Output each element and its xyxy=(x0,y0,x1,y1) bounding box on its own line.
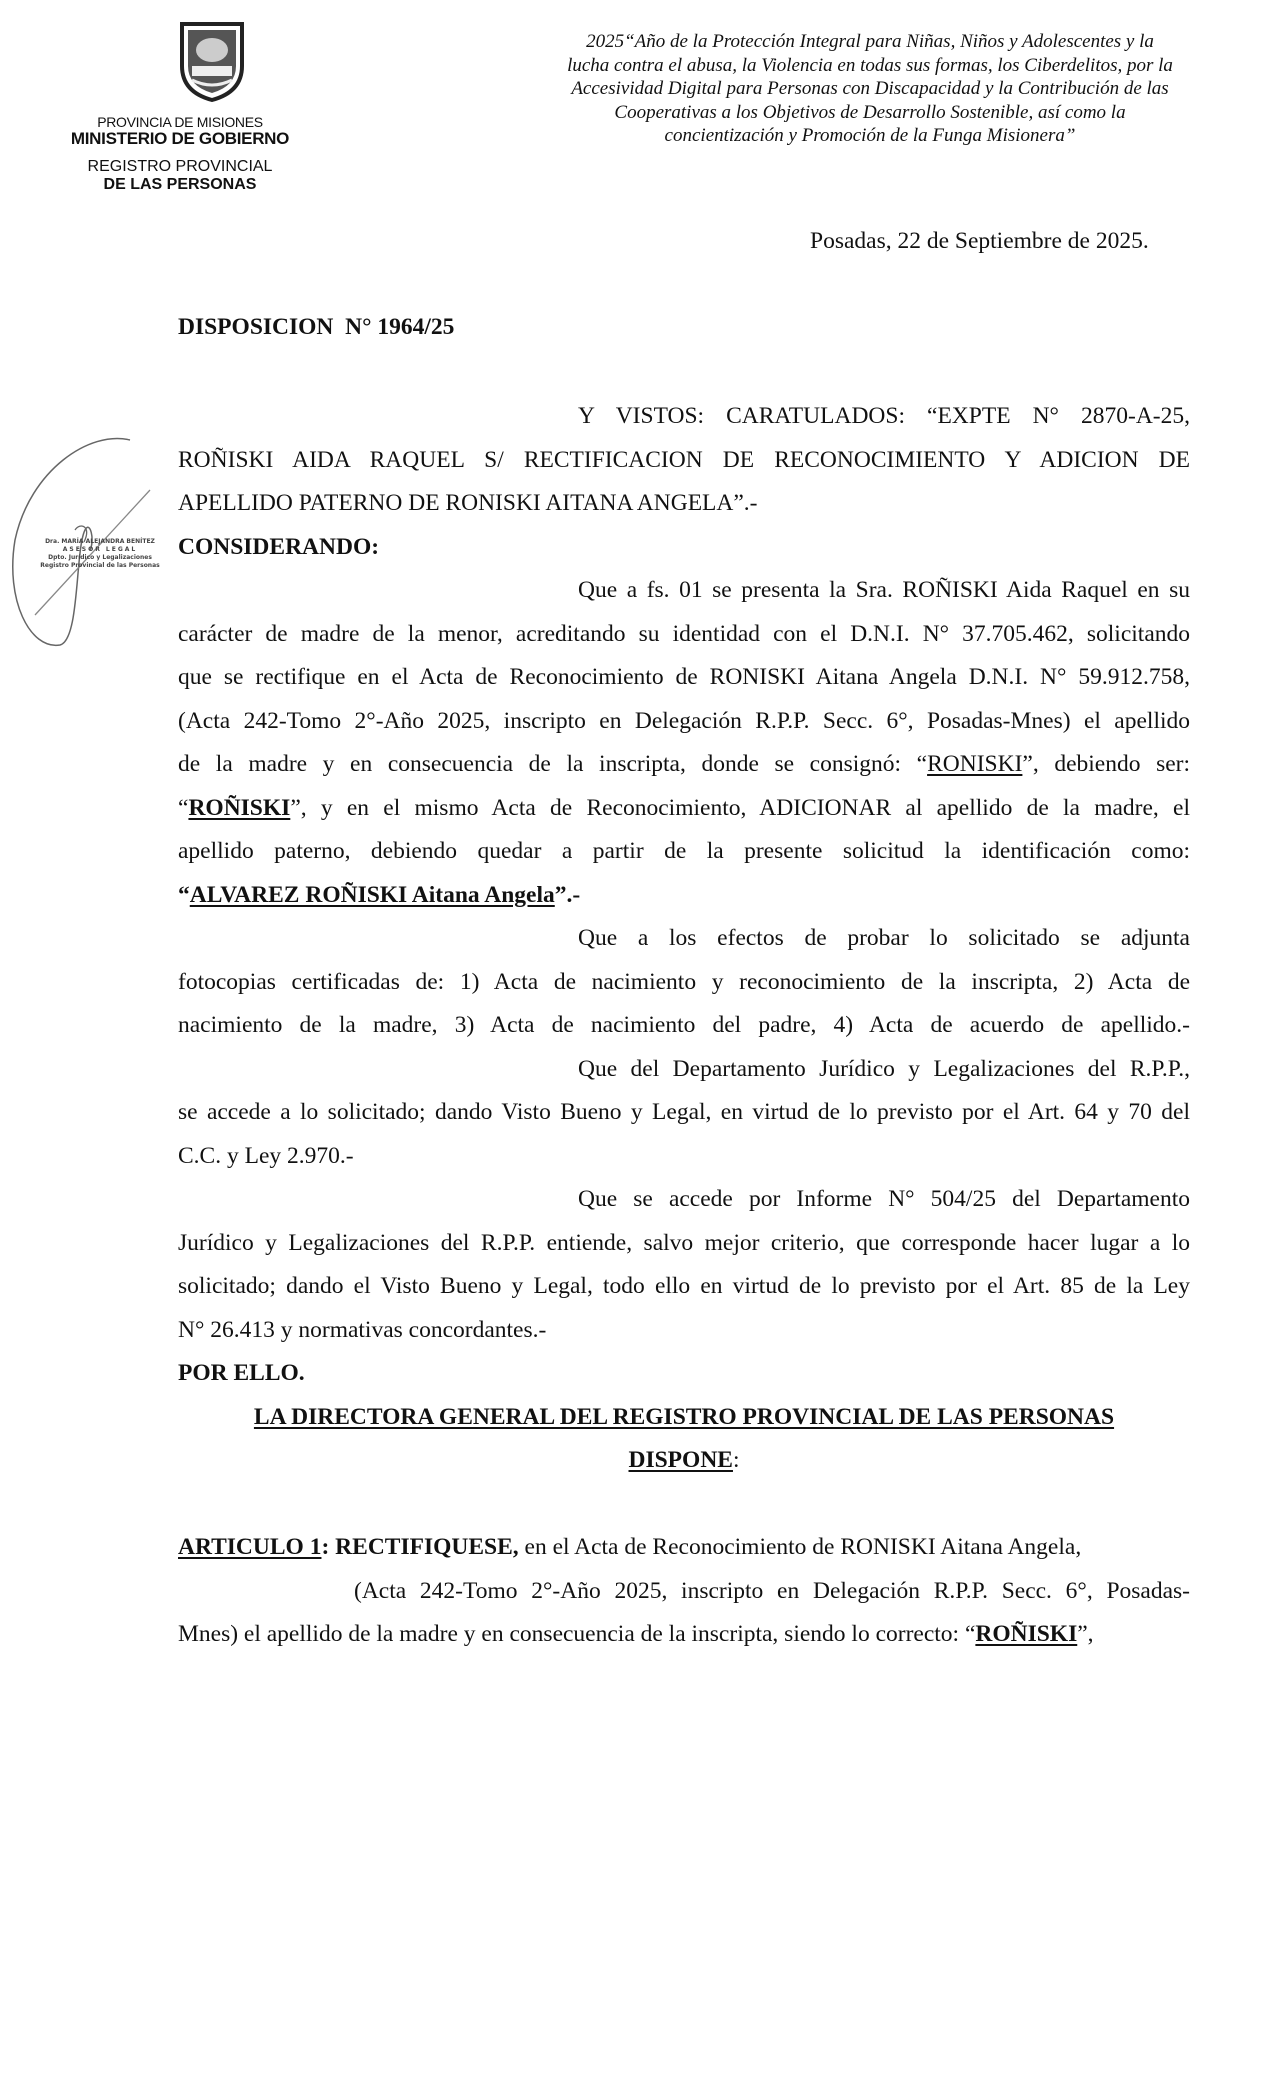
text-segment: ”, y en el mismo Acta de Reconocimiento, ADICIONAR al apellido de la madre, el xyxy=(290,794,1190,821)
text-line xyxy=(578,1054,1190,1084)
text-segment: en el Acta de Reconocimiento de RONISKI Aitana Angela, xyxy=(518,1534,1082,1560)
text-line xyxy=(178,619,1190,649)
text-segment: ARTICULO 1 xyxy=(178,1534,322,1560)
text-line xyxy=(178,1532,1190,1562)
text-segment: ”, xyxy=(1077,1621,1094,1647)
text-segment: LA DIRECTORA GENERAL DEL REGISTRO PROVINCIAL DE LAS PERSONAS xyxy=(253,1403,1115,1430)
text-line xyxy=(578,923,1190,953)
provincial-seal xyxy=(168,20,256,102)
motto-line: lucha contra el abusa, la Violencia en todas sus formas, los Ciberdelitos, por la xyxy=(567,54,1173,76)
text-segment: solicitado; dando el Visto Bueno y Legal, todo ello en virtud de lo previsto por el Art. 85 de la Ley xyxy=(178,1273,1190,1299)
disposition-title: DISPOSICION N° 1964/25 xyxy=(178,314,455,340)
text-line xyxy=(178,1271,1190,1301)
stamp-line: ASESOR LEGAL xyxy=(62,546,138,553)
text-segment: (Acta 242-Tomo 2°-Año 2025, inscripto en Delegación R.P.P. Secc. 6°, Posadas- xyxy=(354,1577,1190,1604)
text-segment: se accede a lo solicitado; dando Visto Bueno y Legal, en virtud de lo previsto por el Art. 64 y 70 del xyxy=(178,1099,1190,1125)
text-segment: nacimiento de la madre, 3) Acta de nacimiento del padre, 4) Acta de acuerdo de apellido.- xyxy=(178,1012,1190,1038)
registry-de: DE LAS xyxy=(103,176,167,193)
date-line: Posadas, 22 de Septiembre de 2025. xyxy=(810,228,1149,254)
text-segment: Mnes) el apellido de la madre y en consecuencia de la inscripta, siendo lo correcto: “ xyxy=(178,1621,976,1647)
signature xyxy=(0,430,175,660)
stamp-line: Dra. MARÍA ALEJANDRA BENÍTEZ xyxy=(45,538,155,545)
text-segment: C.C. y Ley 2.970.- xyxy=(178,1142,354,1169)
text-line xyxy=(178,1619,1190,1649)
text-segment: Que se accede por Informe N° 504/25 del Departamento xyxy=(578,1186,1190,1212)
text-segment: fotocopias certificadas de: 1) Acta de nacimiento y reconocimiento de la inscripta, 2) Acta de xyxy=(178,968,1190,995)
text-segment: Y VISTOS: CARATULADOS: “EXPTE N° 2870-A-25, xyxy=(578,403,1190,429)
text-segment: ROÑISKI xyxy=(975,1621,1078,1647)
text-line xyxy=(178,793,1190,823)
text-line xyxy=(178,1358,1190,1388)
text-line xyxy=(178,880,1190,910)
text-segment: apellido paterno, debiendo quedar a partir de la presente solicitud la identificación como: xyxy=(178,838,1190,864)
text-line xyxy=(178,662,1190,692)
text-segment: ROÑISKI xyxy=(188,794,291,821)
text-line xyxy=(178,967,1190,997)
ministry-name: MINISTERIO DE GOBIERNO xyxy=(70,129,290,148)
text-line xyxy=(354,1576,1190,1606)
stamp-line: Registro Provincial de las Personas xyxy=(40,562,160,569)
text-line xyxy=(578,575,1190,605)
text-segment: CONSIDERANDO: xyxy=(178,533,380,560)
registry-name-line2 xyxy=(60,176,300,194)
text-line xyxy=(178,1228,1190,1258)
registry-name-line1: REGISTRO PROVINCIAL xyxy=(87,158,273,175)
text-segment: de la madre y en consecuencia de la inscripta, donde se consignó: “ xyxy=(178,751,928,777)
signature-stamp xyxy=(30,538,170,570)
text-segment: carácter de madre de la menor, acreditando su identidad con el D.N.I. N° 37.705.462, solicitando xyxy=(178,620,1190,647)
text-line xyxy=(178,836,1190,866)
text-line xyxy=(178,1315,1190,1345)
text-segment: que se rectifique en el Acta de Reconocimiento de RONISKI Aitana Angela D.N.I. N° 59.912.758, xyxy=(178,664,1190,690)
text-segment: ”.- xyxy=(554,881,581,908)
text-segment: “ xyxy=(178,794,189,821)
text-segment: “ xyxy=(178,881,190,908)
text-line xyxy=(178,1097,1190,1127)
province-name: PROVINCIA DE MISIONES xyxy=(97,114,263,130)
motto-line: 2025“Año de la Protección Integral para Niñas, Niños y Adolescentes y la xyxy=(586,31,1154,52)
text-line xyxy=(178,706,1190,736)
motto-line: Accesividad Digital para Personas con Discapacidad y la Contribución de las xyxy=(571,78,1169,99)
text-segment: POR ELLO. xyxy=(178,1360,305,1386)
text-segment: ”, debiendo ser: xyxy=(1022,751,1190,777)
text-segment: ALVAREZ ROÑISKI Aitana Angela xyxy=(189,881,555,908)
year-motto xyxy=(520,30,1220,148)
text-line xyxy=(178,1402,1190,1432)
text-line xyxy=(178,749,1190,779)
registry-personas: PERSONAS xyxy=(166,176,257,193)
text-line xyxy=(178,445,1190,475)
motto-line: concientización y Promoción de la Funga Misionera” xyxy=(664,125,1076,146)
text-segment: DISPONE xyxy=(628,1447,733,1473)
text-segment: APELLIDO PATERNO DE RONISKI AITANA ANGELA”.- xyxy=(178,490,758,516)
text-line xyxy=(178,532,1190,562)
text-line xyxy=(578,1184,1190,1214)
text-line xyxy=(178,1445,1190,1475)
text-segment: Que a fs. 01 se presenta la Sra. ROÑISKI Aida Raquel en su xyxy=(578,577,1190,603)
text-segment: RONISKI xyxy=(927,751,1023,777)
text-segment: Jurídico y Legalizaciones del R.P.P. entiende, salvo mejor criterio, que corresponde hacer lugar a lo xyxy=(178,1229,1190,1256)
text-segment: Que a los efectos de probar lo solicitado se adjunta xyxy=(578,925,1190,951)
text-line xyxy=(578,401,1190,431)
text-line xyxy=(178,1141,1190,1171)
text-segment: ROÑISKI AIDA RAQUEL S/ RECTIFICACION DE RECONOCIMIENTO Y ADICION DE xyxy=(178,446,1190,473)
text-segment: (Acta 242-Tomo 2°-Año 2025, inscripto en Delegación R.P.P. Secc. 6°, Posadas-Mnes) el apellido xyxy=(178,707,1190,734)
motto-line: Cooperativas a los Objetivos de Desarrollo Sostenible, así como la xyxy=(614,101,1126,123)
text-line xyxy=(178,488,1190,518)
stamp-line: Dpto. Jurídico y Legalizaciones xyxy=(48,554,152,561)
text-line xyxy=(178,1010,1190,1040)
text-segment: : RECTIFIQUESE, xyxy=(321,1534,519,1560)
text-segment: Que del Departamento Jurídico y Legalizaciones del R.P.P., xyxy=(578,1055,1190,1082)
text-segment: : xyxy=(732,1447,740,1473)
text-segment: N° 26.413 y normativas concordantes.- xyxy=(178,1316,547,1343)
